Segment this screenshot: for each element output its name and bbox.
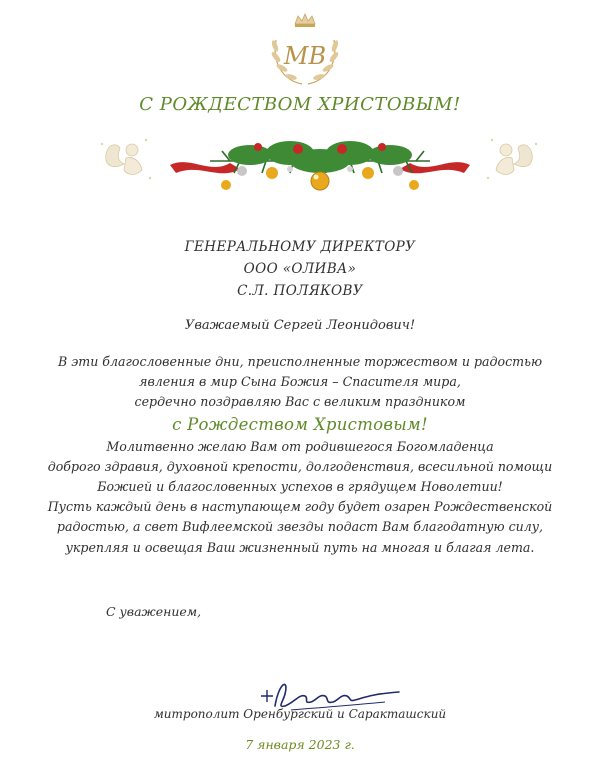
body-line: В эти благословенные дни, преисполненные торжеством и радостью (57, 354, 543, 369)
svg-text:МВ: МВ (283, 42, 327, 70)
page-title: С РОЖДЕСТВОМ ХРИСТОВЫМ! (139, 94, 461, 115)
letter-body (30, 352, 570, 558)
body-line: укрепляя и освещая Ваш жизненный путь на многая и благая лета. (65, 539, 535, 555)
addressee-block (0, 236, 600, 302)
closing-regards: С уважением, (106, 604, 202, 619)
signatory-title: митрополит Оренбургский и Саракташский (153, 707, 447, 721)
addressee-name: С.Л. ПОЛЯКОВУ (237, 283, 363, 299)
body-line: доброго здравия, духовной крепости, долгоденствия, всесильной помощи (47, 458, 553, 474)
salutation: Уважаемый Сергей Леонидович! (184, 318, 416, 333)
body-line: радостью, а свет Вифлеемской звезды подаст Вам благодатную силу, (56, 519, 544, 535)
addressee-company: ООО «ОЛИВА» (243, 261, 357, 277)
christmas-garland-icon (170, 125, 470, 197)
letter-date: 7 января 2023 г. (245, 737, 355, 752)
angel-icon (96, 130, 156, 188)
body-line: Пусть каждый день в наступающем году будет озарен Рождественской (47, 499, 553, 515)
addressee-position: ГЕНЕРАЛЬНОМУ ДИРЕКТОРУ (184, 239, 416, 255)
greeting-highlight: с Рождеством Христовым! (172, 414, 428, 434)
body-line: Божией и благословенных успехов в грядущем Новолетии! (97, 479, 503, 495)
body-line: явления в мир Сына Божия – Спасителя мира, (139, 374, 461, 390)
angel-icon (482, 130, 542, 188)
monogram-crest-icon (262, 10, 348, 90)
body-line: Молитвенно желаю Вам от родившегося Богомладенца (106, 438, 494, 454)
body-line: сердечно поздравляю Вас с великим праздником (134, 394, 466, 410)
